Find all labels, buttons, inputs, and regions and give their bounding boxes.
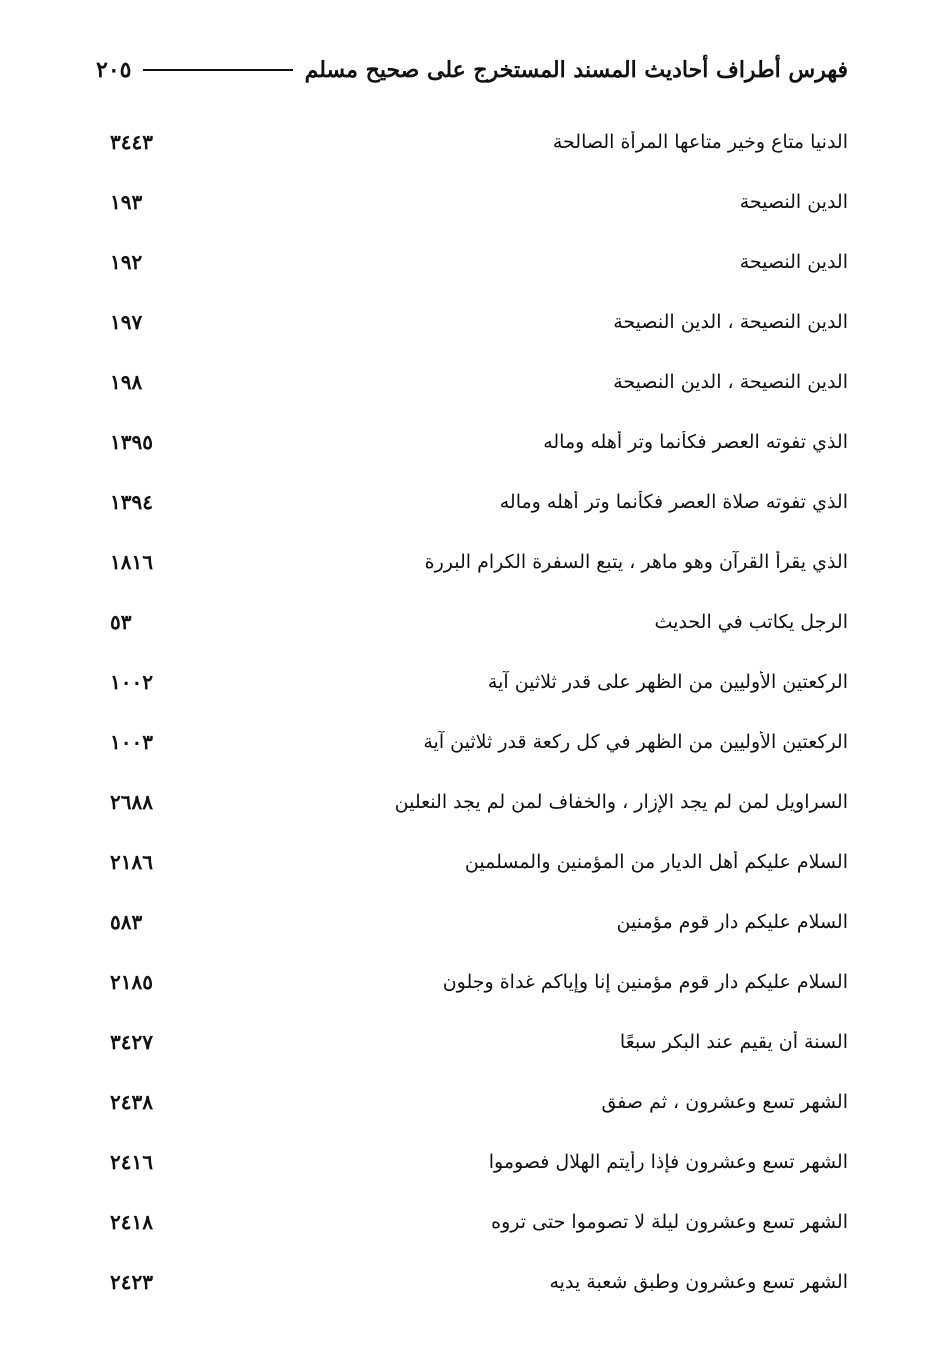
hadith-text: السلام عليكم أهل الديار من المؤمنين والمسلمين bbox=[464, 851, 848, 873]
hadith-number: ٥٣ bbox=[110, 610, 132, 634]
hadith-number: ١٩٣ bbox=[110, 190, 143, 214]
page-header bbox=[96, 50, 848, 90]
hadith-text: السراويل لمن لم يجد الإزار ، والخفاف لمن لم يجد النعلين bbox=[394, 791, 848, 813]
hadith-text: السلام عليكم دار قوم مؤمنين bbox=[616, 911, 848, 933]
index-entry bbox=[100, 472, 848, 532]
hadith-text: الدين النصيحة ، الدين النصيحة bbox=[613, 311, 848, 333]
hadith-text: الركعتين الأوليين من الظهر على قدر ثلاثين آية bbox=[487, 671, 848, 693]
hadith-text: الرجل يكاتب في الحديث bbox=[654, 611, 848, 633]
hadith-text: الذي تفوته العصر فكأنما وتر أهله وماله bbox=[543, 431, 848, 453]
hadith-number: ١٩٢ bbox=[110, 250, 143, 274]
hadith-text: الدنيا متاع وخير متاعها المرأة الصالحة bbox=[552, 131, 848, 153]
index-entry bbox=[100, 172, 848, 232]
index-entry bbox=[100, 652, 848, 712]
hadith-number: ٢٤٢٣ bbox=[110, 1270, 153, 1294]
header-rule bbox=[143, 69, 292, 71]
hadith-text: الذي تفوته صلاة العصر فكأنما وتر أهله وماله bbox=[499, 491, 848, 513]
hadith-number: ١٠٠٣ bbox=[110, 730, 153, 754]
hadith-text: الذي يقرأ القرآن وهو ماهر ، يتبع السفرة الكرام البررة bbox=[424, 551, 848, 573]
index-entry bbox=[100, 892, 848, 952]
index-entry bbox=[100, 1252, 848, 1312]
index-entry bbox=[100, 532, 848, 592]
hadith-number: ٣٤٢٧ bbox=[110, 1030, 153, 1054]
hadith-number: ١٣٩٥ bbox=[110, 430, 153, 454]
hadith-number: ٢٤١٦ bbox=[110, 1150, 153, 1174]
index-entry bbox=[100, 112, 848, 172]
hadith-number: ٢٦٨٨ bbox=[110, 790, 153, 814]
index-entry bbox=[100, 952, 848, 1012]
hadith-number: ١٠٠٢ bbox=[110, 670, 153, 694]
index-entry bbox=[100, 352, 848, 412]
hadith-text: الدين النصيحة bbox=[739, 251, 848, 273]
index-entry bbox=[100, 1072, 848, 1132]
hadith-number: ١٩٧ bbox=[110, 310, 143, 334]
index-entry bbox=[100, 232, 848, 292]
hadith-number: ٢١٨٦ bbox=[110, 850, 153, 874]
hadith-number: ٢١٨٥ bbox=[110, 970, 153, 994]
index-entry bbox=[100, 1192, 848, 1252]
hadith-number: ٣٤٤٣ bbox=[110, 130, 153, 154]
hadith-text: الدين النصيحة ، الدين النصيحة bbox=[613, 371, 848, 393]
hadith-number: ١٨١٦ bbox=[110, 550, 153, 574]
index-entry bbox=[100, 412, 848, 472]
hadith-text: الشهر تسع وعشرون ليلة لا تصوموا حتى تروه bbox=[491, 1211, 848, 1233]
page-title: فهرس أطراف أحاديث المسند المستخرج على صحيح مسلم bbox=[304, 57, 848, 83]
index-entry bbox=[100, 592, 848, 652]
page-number: ٢٠٥ bbox=[96, 57, 132, 83]
index-entry bbox=[100, 772, 848, 832]
hadith-number: ١٣٩٤ bbox=[110, 490, 153, 514]
hadith-text: الشهر تسع وعشرون فإذا رأيتم الهلال فصوموا bbox=[488, 1151, 848, 1173]
hadith-index-list bbox=[100, 112, 848, 1312]
index-entry bbox=[100, 1012, 848, 1072]
index-entry bbox=[100, 712, 848, 772]
hadith-number: ٢٤١٨ bbox=[110, 1210, 153, 1234]
hadith-text: السلام عليكم دار قوم مؤمنين إنا وإياكم غداة وجلون bbox=[442, 971, 848, 993]
hadith-number: ٥٨٣ bbox=[110, 910, 143, 934]
hadith-text: الدين النصيحة bbox=[739, 191, 848, 213]
hadith-text: السنة أن يقيم عند البكر سبعًا bbox=[619, 1031, 848, 1053]
index-entry bbox=[100, 832, 848, 892]
hadith-text: الركعتين الأوليين من الظهر في كل ركعة قدر ثلاثين آية bbox=[423, 731, 848, 753]
hadith-text: الشهر تسع وعشرون ، ثم صفق bbox=[601, 1091, 848, 1113]
index-entry bbox=[100, 1132, 848, 1192]
hadith-number: ٢٤٣٨ bbox=[110, 1090, 153, 1114]
hadith-number: ١٩٨ bbox=[110, 370, 143, 394]
hadith-text: الشهر تسع وعشرون وطبق شعبة يديه bbox=[549, 1271, 848, 1293]
index-entry bbox=[100, 292, 848, 352]
